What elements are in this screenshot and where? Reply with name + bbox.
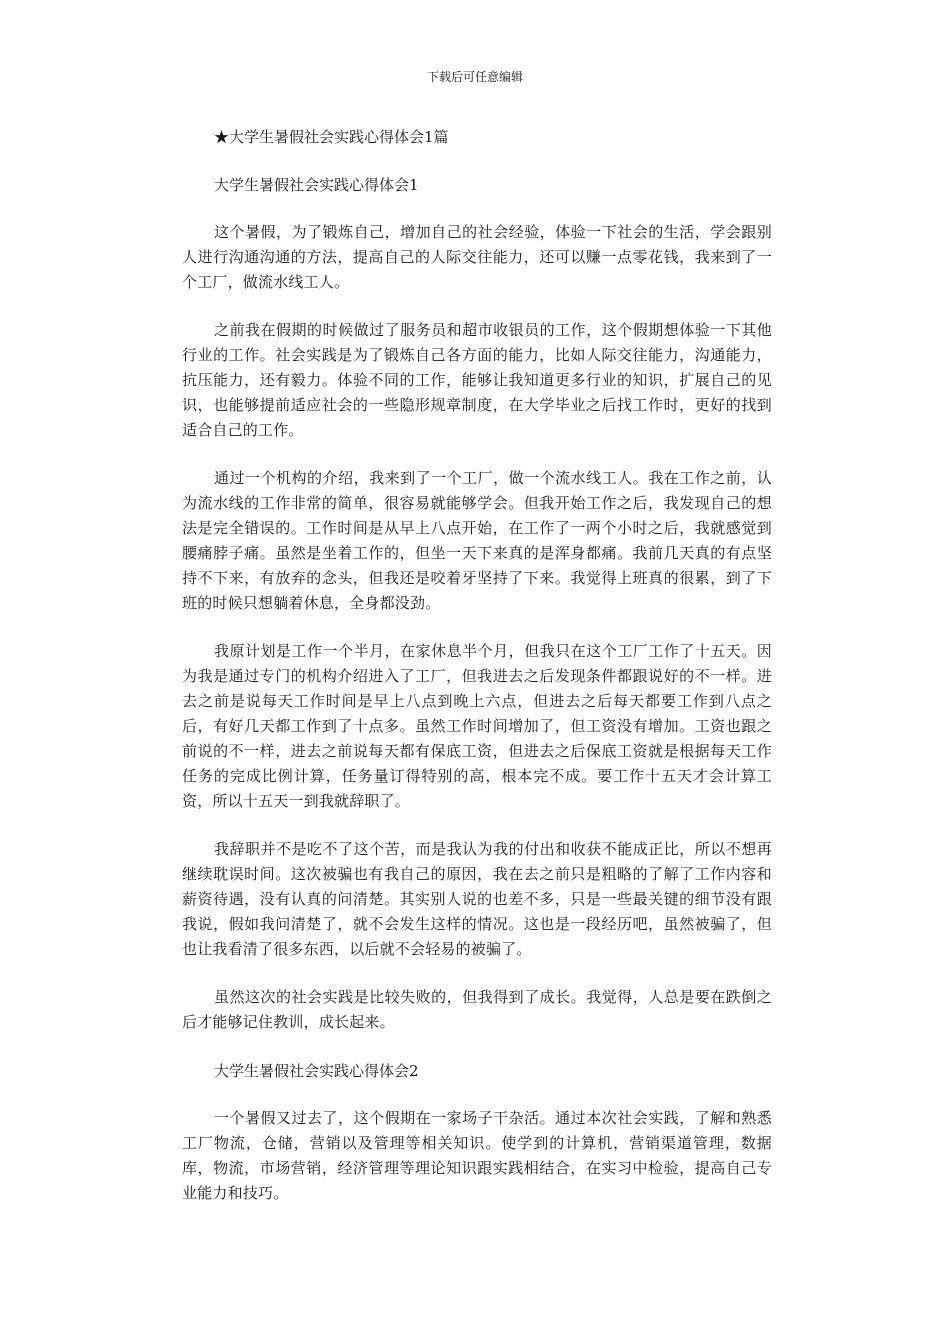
paragraph: 虽然这次的社会实践是比较失败的，但我得到了成长。我觉得，人总是要在跌倒之后才能够记住教训，成长起来。 [182, 988, 772, 1031]
paragraph: 这个暑假，为了锻炼自己，增加自己的社会经验，体验一下社会的生活，学会跟别人进行沟通沟通的方法，提高自己的人际交往能力，还可以赚一点零花钱，我来到了一个工厂，做流水线工人。 [182, 223, 772, 291]
paragraph: 通过一个机构的介绍，我来到了一个工厂，做一个流水线工人。我在工作之前，认为流水线的工作非常的简单，很容易就能够学会。但我开始工作之后，我发现自己的想法是完全错误的。工作时间是从早上八点开始，在工作了一两个小时之后，我就感觉到腰痛脖子痛。虽然是坐着工作的，但坐一天下来真的是浑身都痛。我前几天真的有点坚持不下来，有放弃的念头，但我还是咬着牙坚持了下来。我觉得上班真的很累，到了下班的时候只想躺着休息，全身都没劲。 [182, 469, 772, 612]
header-note: 下载后可任意编辑 [426, 70, 523, 84]
paragraph: 我原计划是工作一个半月，在家休息半个月，但我只在这个工厂工作了十五天。因为我是通过专门的机构介绍进入了工厂，但我进去之后发现条件都跟说好的不一样。进去之前是说每天工作时间是早上八点到晚上六点，但进去之后每天都要工作到八点之后，有好几天都工作到了十点多。虽然工作时间增加了，但工资没有增加。工资也跟之前说的不一样，进去之前说每天都有保底工资，但进去之后保底工资就是根据每天工作任务的完成比例计算，任务量订得特别的高，根本完不成。要工作十五天才会计算工资，所以十五天一到我就辞职了。 [182, 642, 772, 810]
section-heading-2: 大学生暑假社会实践心得体会2 [214, 1062, 419, 1080]
section-heading-1: 大学生暑假社会实践心得体会1 [214, 176, 419, 194]
document-title: ★大学生暑假社会实践心得体会1篇 [214, 128, 449, 146]
paragraph: 一个暑假又过去了，这个假期在一家场子干杂活。通过本次社会实践，了解和熟悉工厂物流，仓储，营销以及管理等相关知识。使学到的计算机，营销渠道管理，数据库，物流，市场营销，经济管理等理论知识跟实践相结合，在实习中检验，提高自己专业能力和技巧。 [182, 1109, 772, 1202]
paragraph: 我辞职并不是吃不了这个苦，而是我认为我的付出和收获不能成正比，所以不想再继续耽误时间。这次被骗也有我自己的原因，我在去之前只是粗略的了解了工作内容和薪资待遇，没有认真的问清楚。其实别人说的也差不多，只是一些最关键的细节没有跟我说，假如我问清楚了，就不会发生这样的情况。这也是一段经历吧，虽然被骗了，但也让我看清了很多东西，以后就不会轻易的被骗了。 [182, 840, 772, 958]
document-body [182, 124, 772, 1206]
paragraph: 之前我在假期的时候做过了服务员和超市收银员的工作，这个假期想体验一下其他行业的工作。社会实践是为了锻炼自己各方面的能力，比如人际交往能力，沟通能力，抗压能力，还有毅力。体验不同的工作，能够让我知道更多行业的知识，扩展自己的见识，也能够提前适应社会的一些隐形规章制度，在大学毕业之后找工作时，更好的找到适合自己的工作。 [182, 321, 772, 439]
